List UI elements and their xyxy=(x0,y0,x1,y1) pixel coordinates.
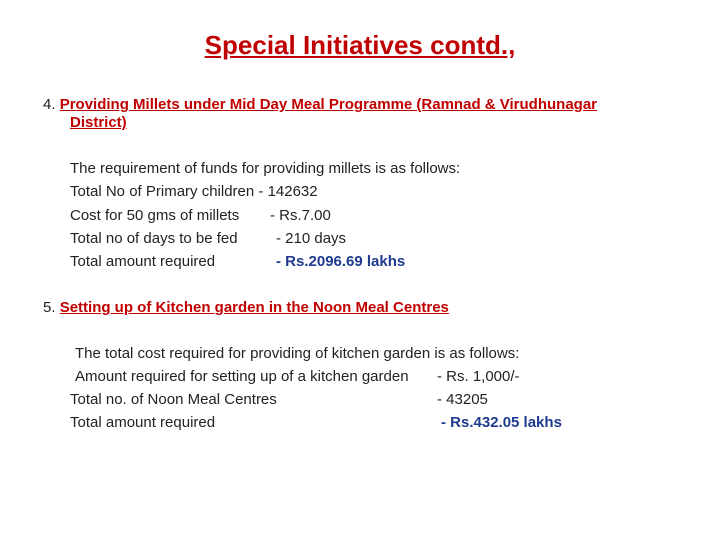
section-5-amount-value: - Rs.432.05 lakhs xyxy=(441,414,562,431)
section-5-intro: The total cost required for providing of kitchen garden is as follows: xyxy=(75,345,520,362)
section-5-centres-value: - 43205 xyxy=(437,391,488,408)
slide-title: Special Initiatives contd., xyxy=(204,30,516,60)
section-4-children-total: Total No of Primary children - 142632 xyxy=(70,183,318,200)
section-4-days-value: - 210 days xyxy=(276,230,347,247)
section-5-heading xyxy=(43,299,683,317)
section-4-days-label: Total no of days to be fed xyxy=(70,230,238,247)
section-5-centres-label: Total no. of Noon Meal Centres xyxy=(70,391,277,408)
section-5-setup-label: Amount required for setting up of a kitchen garden xyxy=(75,368,409,385)
section-4-amount-label: Total amount required xyxy=(70,253,216,270)
section-5-number: 5. xyxy=(43,299,56,316)
section-4-title-line1: Providing Millets under Mid Day Meal Programme (Ramnad & Virudhunagar xyxy=(59,96,598,113)
section-4-intro: The requirement of funds for providing millets is as follows: xyxy=(70,160,461,177)
section-5-setup-value: - Rs. 1,000/- xyxy=(437,368,520,385)
section-4-cost-label: Cost for 50 gms of millets xyxy=(70,207,240,224)
section-4-cost-value: - Rs.7.00 xyxy=(270,207,331,224)
section-4-number: 4. xyxy=(43,96,56,113)
section-4-amount-value: - Rs.2096.69 lakhs xyxy=(276,253,406,270)
section-5-title: Setting up of Kitchen garden in the Noon Meal Centres xyxy=(59,299,449,316)
section-5-amount-label: Total amount required xyxy=(70,414,216,431)
section-4-title-line2: District) xyxy=(70,114,127,131)
section-4-heading xyxy=(43,96,683,132)
